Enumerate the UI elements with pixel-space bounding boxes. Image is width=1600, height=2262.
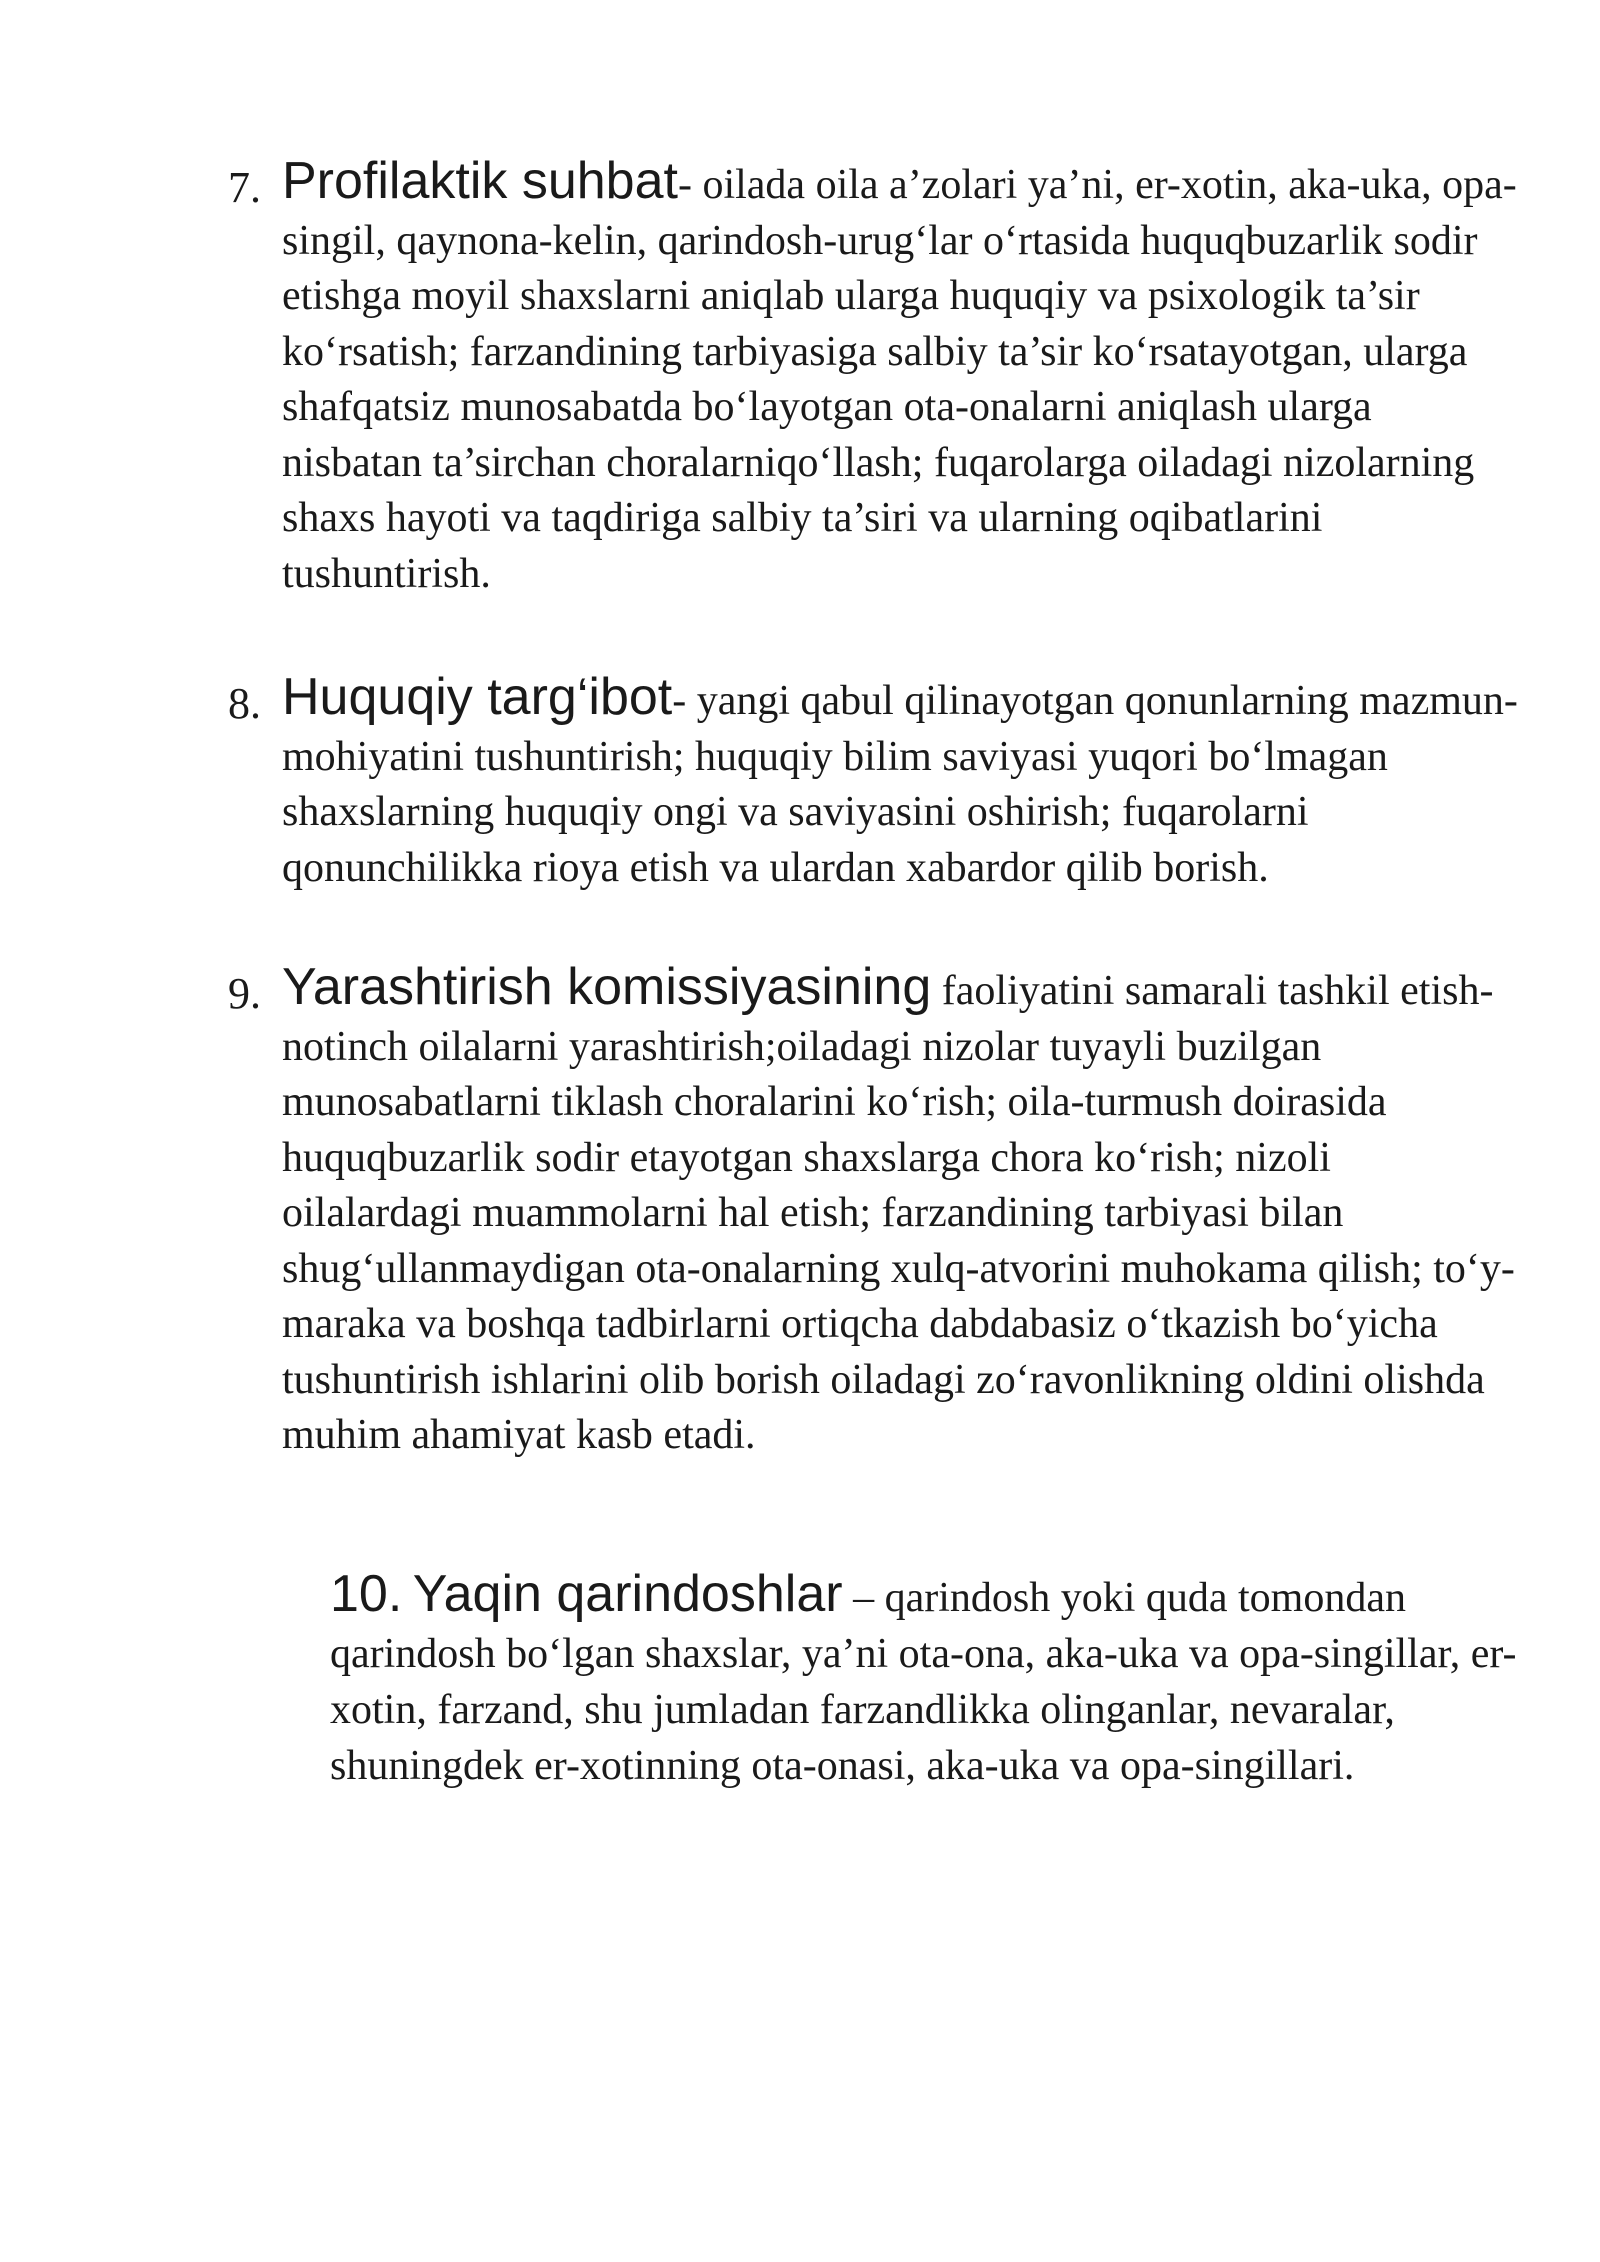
item-term: Yarashtirish komissiyasining [282,958,932,1016]
item-number: 9. [228,969,261,1018]
item-term: Profilaktik suhbat [282,152,678,210]
item-body [282,154,1518,602]
item-text: - yangi qabul qilinayotgan qonunlarning mazmun- mohiyatini tushuntirish; huquqiy bilim saviyasi yuqori bo‘lmagan shaxslarning huquqiy ongi va saviyasini oshirish; fuqarolarni qonunchilikka rioya etish va ulardan xabardor qilib borish. [282,678,1518,891]
item-number: 10. [330,1565,403,1623]
item-term: Huquqiy targ‘ibot [282,668,673,726]
item-term: Yaqin qarindoshlar [412,1565,843,1623]
item-text: - oilada oila a’zolari ya’ni, er-xotin, aka-uka, opa-singil, qaynona-kelin, qarindosh-urug‘lar o‘rtasida huquqbuzarlik sodir etishga moyil shaxslarni aniqlab ularga huquqiy va psixologik ta’sir ko‘rsatish; farzandining tarbiyasiga salbiy ta’sir ko‘rsatayotgan, ularga shafqatsiz munosabatda bo‘layotgan ota-onalarni aniqlash ularga nisbatan ta’sirchan choralarniqo‘llash; fuqarolarga oiladagi nizolarning shaxs hayoti va taqdiriga salbiy ta’siri va ularning oqibatlarini tushuntirish. [282,162,1517,597]
item-text: – qarindosh yoki quda tomondan qarindosh bo‘lgan shaxslar, ya’ni ota-ona, aka-uka va opa-singillar, er-xotin, farzand, shu jumladan farzandlikka olinganlar, nevaralar, shuningdek er-xotinning ota-onasi, aka-uka va opa-singillari. [330,1575,1517,1789]
item-text: faoliyatini samarali tashkil etish- notinch oilalarni yarashtirish;oiladagi nizolar tuyayli buzilgan munosabatlarni tiklash choralarini ko‘rish; oila-turmush doirasida huquqbuzarlik sodir etayotgan shaxslarga chora ko‘rish; nizoli oilalardagi muammolarni hal etish; farzandining tarbiyasi bilan shug‘ullanmaydigan ota-onalarning xulq-atvorini muhokama qilish; to‘y-maraka va boshqa tadbirlarni ortiqcha dabdabasiz o‘tkazish bo‘yicha tushuntirish ishlarini olib borish oiladagi zo‘ravonlikning oldini olishda muhim ahamiyat kasb etadi. [282,968,1515,1458]
item-number: 7. [228,163,261,212]
list-item-10 [330,1566,1520,1794]
item-body [282,670,1518,896]
item-number: 8. [228,679,261,728]
item-body [282,960,1518,1464]
